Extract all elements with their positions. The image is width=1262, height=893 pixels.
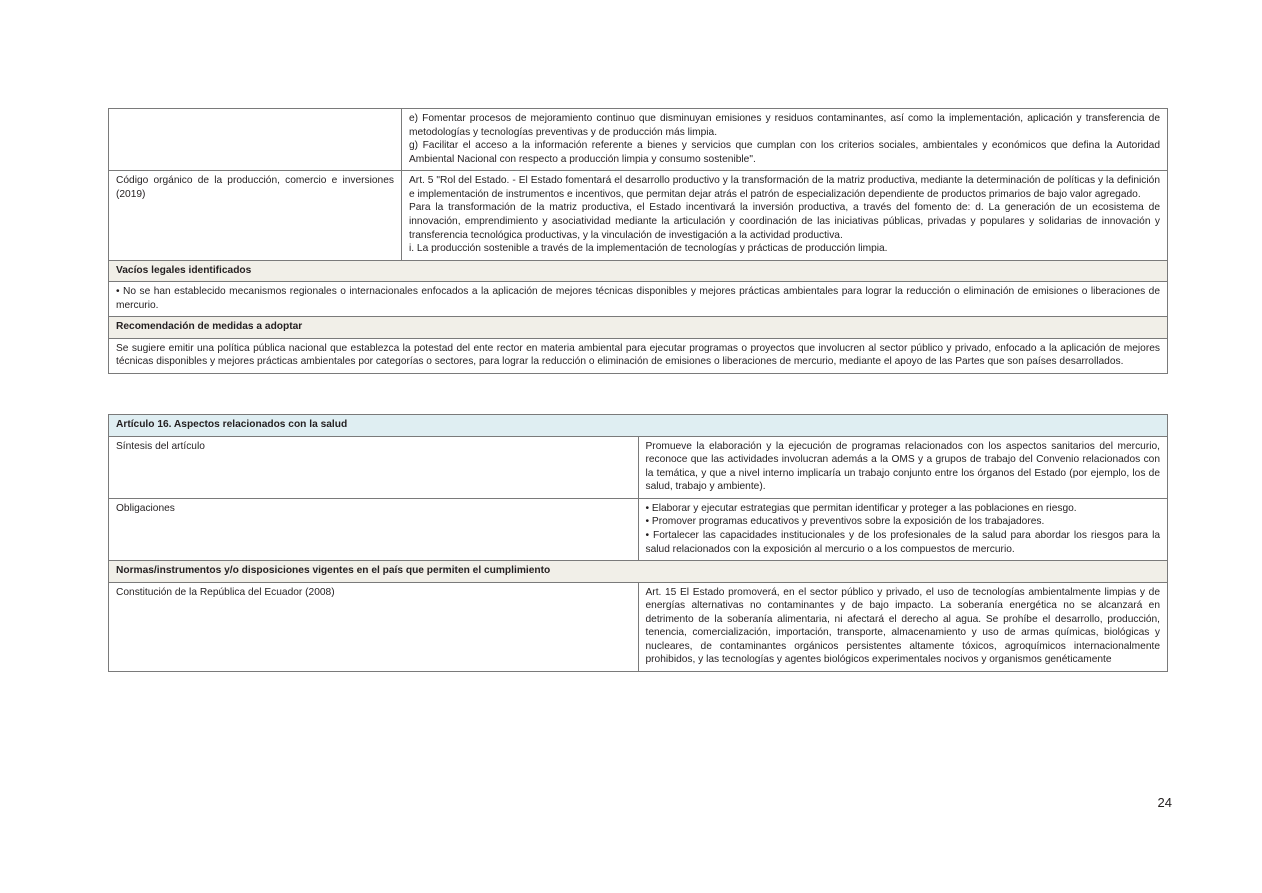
gaps-text: • No se han establecido mecanismos regionales o internacionales enfocados a la aplicación de mejores técnicas disponibles y mejores prácticas ambientales para lograr la reducción o eliminación de emisiones o liberaciones de mercurio. bbox=[109, 282, 1168, 317]
table-row bbox=[109, 498, 1168, 560]
recommendation-text: Se sugiere emitir una política pública nacional que establezca la potestad del ente rector en materia ambiental para ejecutar programas o proyectos que involucren al sector público y privado, enfocado a la aplicación de mejores técnicas disponibles y mejores prácticas ambientales por categorías o sectores, para lograr la reducción o eliminación de emisiones o liberaciones de mercurio, mediante el apoyo de las Partes que son países desarrollados. bbox=[109, 338, 1168, 373]
paragraph: i. La producción sostenible a través de la implementación de tecnologías y prácticas de producción limpia. bbox=[409, 243, 888, 255]
table-row bbox=[109, 171, 1168, 260]
row-content bbox=[402, 109, 1168, 171]
table-article-16 bbox=[108, 414, 1168, 672]
obligations-list bbox=[638, 498, 1168, 560]
section-heading-vacios-legales: Vacíos legales identificados bbox=[109, 260, 1168, 282]
row-label-obligaciones: Obligaciones bbox=[109, 498, 639, 560]
table-spacer bbox=[108, 374, 1168, 414]
paragraph: e) Fomentar procesos de mejoramiento continuo que disminuyan emisiones y residuos contaminantes, así como la implementación, aplicación y transferencia de metodologías y tecnologías preventivas y de producción más limpia. bbox=[409, 113, 1160, 138]
row-label-sintesis: Síntesis del artículo bbox=[109, 436, 639, 498]
table-row bbox=[109, 317, 1168, 339]
row-content bbox=[402, 171, 1168, 260]
page-number: 24 bbox=[1157, 795, 1172, 810]
table-row bbox=[109, 338, 1168, 373]
table-row bbox=[109, 260, 1168, 282]
paragraph: Art. 5 "Rol del Estado. - El Estado fomentará el desarrollo productivo y la transformación de la matriz productiva, mediante la determinación de políticas y la definición e implementación de instrumentos e incentivos, que permitan dejar atrás el patrón de especialización dependiente de productos primarios de bajo valor agregado. bbox=[409, 175, 1160, 200]
section-heading-recomendacion: Recomendación de medidas a adoptar bbox=[109, 317, 1168, 339]
article-title: Artículo 16. Aspectos relacionados con la salud bbox=[109, 415, 1168, 437]
paragraph: Para la transformación de la matriz productiva, el Estado incentivará la inversión productiva, a través del fomento de: d. La generación de un ecosistema de innovación, emprendimiento y asociatividad mediante la articulación y coordinación de las iniciativas públicas, privadas y populares y solidarias de innovación y transferencia tecnológica productivas, y la vinculación de investigación a la actividad productiva. bbox=[409, 202, 1160, 241]
row-label-empty bbox=[109, 109, 402, 171]
table-row bbox=[109, 415, 1168, 437]
table-row bbox=[109, 109, 1168, 171]
table-row bbox=[109, 282, 1168, 317]
row-label-constitucion: Constitución de la República del Ecuador (2008) bbox=[109, 582, 639, 671]
table-row bbox=[109, 436, 1168, 498]
table-legal-framework-1 bbox=[108, 108, 1168, 374]
section-heading-normas: Normas/instrumentos y/o disposiciones vigentes en el país que permiten el cumplimiento bbox=[109, 561, 1168, 583]
row-label-codigo-organico: Código orgánico de la producción, comercio e inversiones (2019) bbox=[109, 171, 402, 260]
paragraph: g) Facilitar el acceso a la información referente a bienes y servicios que cumplan con los criterios sociales, ambientales y económicos que defina la Autoridad Ambiental Nacional con respecto a producción limpia y consumo sostenible". bbox=[409, 140, 1160, 165]
table-row bbox=[109, 582, 1168, 671]
table-row bbox=[109, 561, 1168, 583]
list-item: • Fortalecer las capacidades institucionales y de los profesionales de la salud para abordar los riesgos para la salud relacionados con la exposición al mercurio o a los compuestos de mercurio. bbox=[645, 529, 1160, 555]
synthesis-text: Promueve la elaboración y la ejecución de programas relacionados con los aspectos sanitarios del mercurio, reconoce que las actividades involucran además a la OMS y a grupos de trabajo del Convenio relacionados con la temática, y que a nivel interno implicaría un trabajo conjunto entre los órganos del Estado (por ejemplo, los de salud, trabajo y ambiente). bbox=[638, 436, 1168, 498]
norm-text: Art. 15 El Estado promoverá, en el sector público y privado, el uso de tecnologías ambientalmente limpias y de energías alternativas no contaminantes y de bajo impacto. La soberanía energética no se alcanzará en detrimento de la soberanía alimentaria, ni afectará el derecho al agua. Se prohíbe el desarrollo, producción, tenencia, comercialización, importación, transporte, almacenamiento y uso de armas químicas, biológicas y nucleares, de contaminantes orgánicos persistentes altamente tóxicos, agroquímicos internacionalmente prohibidos, y las tecnologías y agentes biológicos experimentales nocivos y organismos genéticamente bbox=[638, 582, 1168, 671]
list-item: • Promover programas educativos y preventivos sobre la exposición de los trabajadores. bbox=[645, 516, 1045, 528]
list-item: • Elaborar y ejecutar estrategias que permitan identificar y proteger a las poblaciones en riesgo. bbox=[645, 502, 1077, 514]
